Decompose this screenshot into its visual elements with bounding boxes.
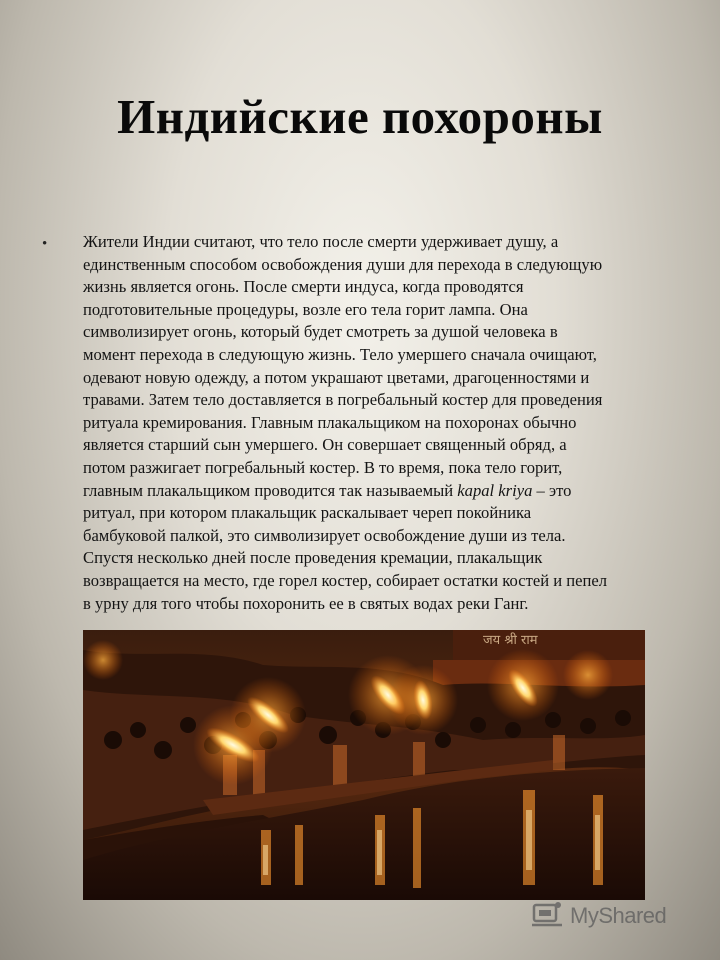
paragraph-line: в урну для того чтобы похоронить ее в святых водах реки Ганг. bbox=[83, 593, 529, 613]
paragraph-line: символизирует огонь, который будет смотреть за душой человека в bbox=[83, 322, 558, 342]
watermark-brand: MyShared bbox=[570, 903, 667, 928]
paragraph-line: момент перехода в следующую жизнь. Тело умершего сначала очищают, bbox=[83, 344, 597, 364]
myshared-logo-icon bbox=[530, 899, 564, 934]
paragraph-line: травами. Затем тело доставляется в погребальный костер для проведения bbox=[83, 390, 603, 410]
ceremony-photo bbox=[83, 630, 645, 900]
bullet-marker: • bbox=[42, 236, 48, 252]
paragraph-line: Жители Индии считают, что тело после смерти удерживает душу, а bbox=[83, 232, 559, 251]
paragraph-line: ритуала кремирования. Главным плакальщиком на похоронах обычно bbox=[83, 412, 577, 432]
paragraph-line: ритуал, при котором плакальщик раскалывает череп покойника bbox=[83, 503, 532, 523]
paragraph-line: бамбуковой палкой, это символизирует освобождение души из тела. bbox=[83, 525, 566, 545]
paragraph-line: единственным способом освобождения души для перехода в следующую bbox=[83, 254, 603, 274]
italic-term-kapal-kriya: kapal kriya bbox=[457, 480, 533, 500]
paragraph-line: подготовительные процедуры, возле его тела горит лампа. Она bbox=[83, 299, 528, 319]
temple-sign-text: जय श्री राम bbox=[483, 633, 538, 648]
line-text-after: – это bbox=[532, 480, 572, 500]
paragraph-line: жизнь является огонь. После смерти индуса, когда проводятся bbox=[83, 277, 524, 297]
paragraph-line: является старший сын умершего. Он совершает священный обряд, а bbox=[83, 435, 567, 455]
line-text-before: главным плакальщиком проводится так называемый bbox=[83, 480, 458, 500]
watermark bbox=[530, 898, 666, 934]
paragraph-line: возвращается на место, где горел костер, собирает остатки костей и пепел bbox=[83, 570, 608, 590]
paragraph-line: одевают новую одежду, а потом украшают цветами, драгоценностями и bbox=[83, 367, 590, 387]
paragraph-line: потом разжигает погребальный костер. В то время, пока тело горит, bbox=[83, 457, 563, 477]
body-paragraph bbox=[83, 231, 683, 615]
slide-title: Индийские похороны bbox=[117, 89, 603, 144]
paragraph-line: Спустя несколько дней после проведения кремации, плакальщик bbox=[83, 548, 543, 568]
paragraph-line-with-term bbox=[83, 480, 683, 503]
